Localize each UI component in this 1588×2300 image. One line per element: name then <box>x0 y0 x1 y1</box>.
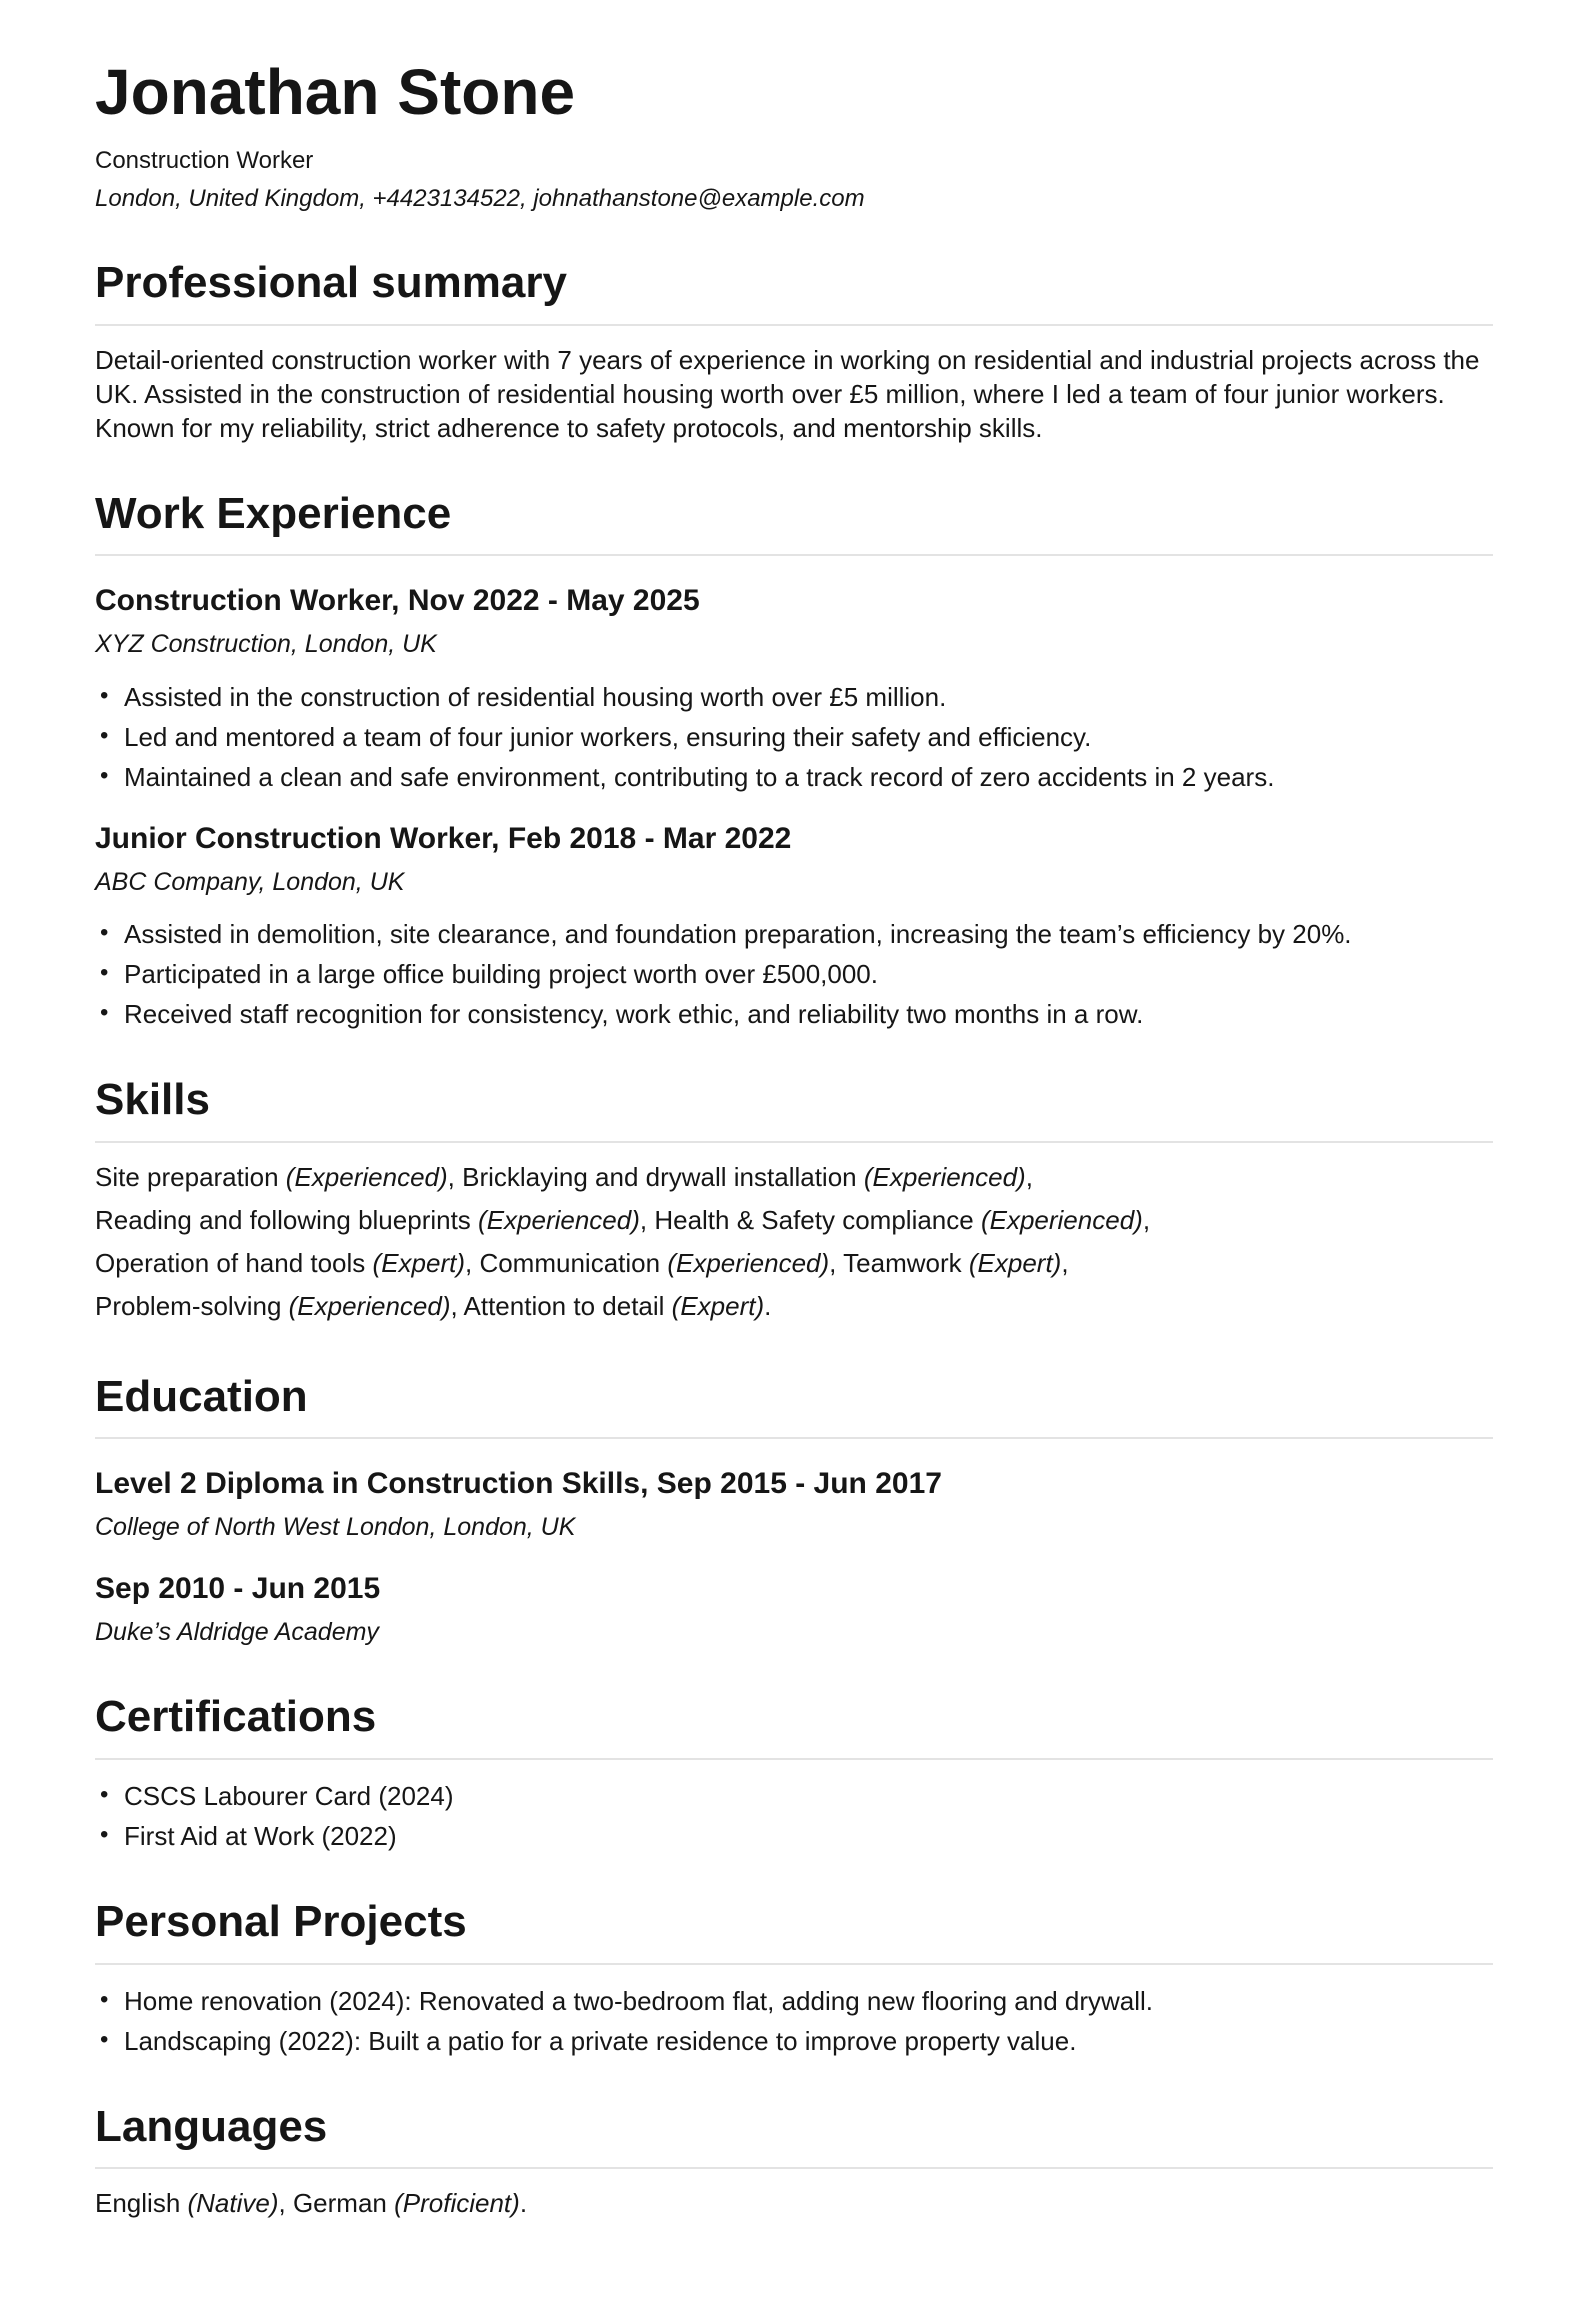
experience-heading: Work Experience <box>95 489 1493 557</box>
bullet-item: • Assisted in the construction of residential housing worth over £5 million. <box>124 680 1493 714</box>
education-title: Sep 2010 - Jun 2015 <box>95 1571 381 1605</box>
project-list <box>95 1984 1493 2058</box>
projects-heading: Personal Projects <box>95 1897 1493 1965</box>
section-projects <box>95 1897 1493 2058</box>
text-segment: , Attention to detail <box>450 1290 672 1321</box>
bullet-item: • Maintained a clean and safe environment, contributing to a track record of zero accidents in 2 years. <box>124 760 1493 794</box>
level-label: (Expert) <box>372 1247 465 1278</box>
job-bullet-list <box>95 680 1493 794</box>
education-title: Level 2 Diploma in Construction Skills, Sep 2015 - Jun 2017 <box>95 1467 942 1501</box>
level-label: (Experienced) <box>863 1161 1026 1192</box>
section-languages <box>95 2102 1493 2221</box>
project-item: • Landscaping (2022): Built a patio for a private residence to improve property value. <box>124 2024 1493 2058</box>
text-segment: Reading and following blueprints <box>95 1204 479 1235</box>
skills-line <box>95 1156 1493 1199</box>
level-label: (Expert) <box>968 1247 1062 1278</box>
education-school: College of North West London, London, UK <box>95 1513 576 1542</box>
project-item: • Home renovation (2024): Renovated a two-bedroom flat, adding new flooring and drywall. <box>124 1984 1493 2018</box>
section-summary <box>95 258 1493 445</box>
certification-item: • First Aid at Work (2022) <box>124 1819 1493 1853</box>
text-segment: , German <box>278 2188 395 2219</box>
experience-entries <box>95 583 1493 1031</box>
certification-list <box>95 1779 1493 1853</box>
skills-line <box>95 1242 1493 1285</box>
education-entry <box>95 1571 1493 1649</box>
bullet-item: • Participated in a large office building project worth over £500,000. <box>124 957 1493 991</box>
section-skills <box>95 1075 1493 1328</box>
certification-item: • CSCS Labourer Card (2024) <box>124 1779 1493 1813</box>
text-segment: , <box>1061 1247 1069 1278</box>
resume-header <box>95 56 1493 214</box>
education-school: Duke’s Aldridge Academy <box>95 1617 379 1646</box>
text-segment: . <box>519 2188 528 2219</box>
job-entry <box>95 583 1493 794</box>
text-segment: , Teamwork <box>829 1247 969 1278</box>
job-title: Construction Worker, Nov 2022 - May 2025 <box>95 584 700 618</box>
education-entries <box>95 1466 1493 1648</box>
summary-heading: Professional summary <box>95 258 1493 326</box>
level-label: (Proficient) <box>394 2188 520 2219</box>
job-bullet-list <box>95 917 1493 1031</box>
level-label: (Experienced) <box>285 1161 448 1192</box>
candidate-job-title: Construction Worker <box>95 146 314 174</box>
job-company: ABC Company, London, UK <box>95 867 405 896</box>
skills-line <box>95 1199 1493 1242</box>
text-segment: , Bricklaying and drywall installation <box>447 1161 864 1192</box>
education-entry <box>95 1466 1493 1544</box>
education-heading: Education <box>95 1372 1493 1440</box>
job-entry <box>95 821 1493 1032</box>
text-segment: . <box>764 1290 772 1321</box>
level-label: (Experienced) <box>478 1204 640 1235</box>
bullet-item: • Assisted in demolition, site clearance, and foundation preparation, increasing the team’s efficiency by 20%. <box>124 917 1493 951</box>
level-label: (Experienced) <box>980 1204 1143 1235</box>
text-segment: Site preparation <box>95 1161 286 1192</box>
text-segment: , Health & Safety compliance <box>639 1204 981 1235</box>
candidate-name: Jonathan Stone <box>95 56 576 128</box>
text-segment: , <box>1025 1161 1033 1192</box>
text-segment: , <box>1142 1204 1151 1235</box>
skills-heading: Skills <box>95 1075 1493 1143</box>
text-segment: , Communication <box>465 1247 668 1278</box>
languages-text <box>95 2186 1493 2220</box>
contact-info: London, United Kingdom, +4423134522, johnathanstone@example.com <box>95 184 865 212</box>
section-experience <box>95 489 1493 1032</box>
level-label: (Expert) <box>671 1290 765 1321</box>
section-certifications <box>95 1692 1493 1853</box>
text-segment: English <box>95 2188 188 2219</box>
languages-heading: Languages <box>95 2102 1493 2170</box>
section-education <box>95 1372 1493 1649</box>
bullet-item: • Led and mentored a team of four junior workers, ensuring their safety and efficiency. <box>124 720 1493 754</box>
skills-lines <box>95 1156 1493 1328</box>
level-label: (Experienced) <box>288 1290 451 1321</box>
text-segment: Problem-solving <box>95 1290 289 1321</box>
job-title: Junior Construction Worker, Feb 2018 - Mar 2022 <box>95 821 792 855</box>
certifications-heading: Certifications <box>95 1692 1493 1760</box>
summary-text: Detail-oriented construction worker with 7 years of experience in working on residential and industrial projects across the UK. Assisted in the construction of residential housing worth over £5 million, where I led a team of four junior workers. Known for my reliability, strict adherence to safety protocols, and mentorship skills. <box>95 344 1480 443</box>
level-label: (Experienced) <box>667 1247 830 1278</box>
job-company: XYZ Construction, London, UK <box>95 630 437 659</box>
skills-line <box>95 1285 1493 1328</box>
level-label: (Native) <box>187 2188 279 2219</box>
bullet-item: • Received staff recognition for consistency, work ethic, and reliability two months in a row. <box>124 997 1493 1031</box>
text-segment: Operation of hand tools <box>95 1247 373 1278</box>
